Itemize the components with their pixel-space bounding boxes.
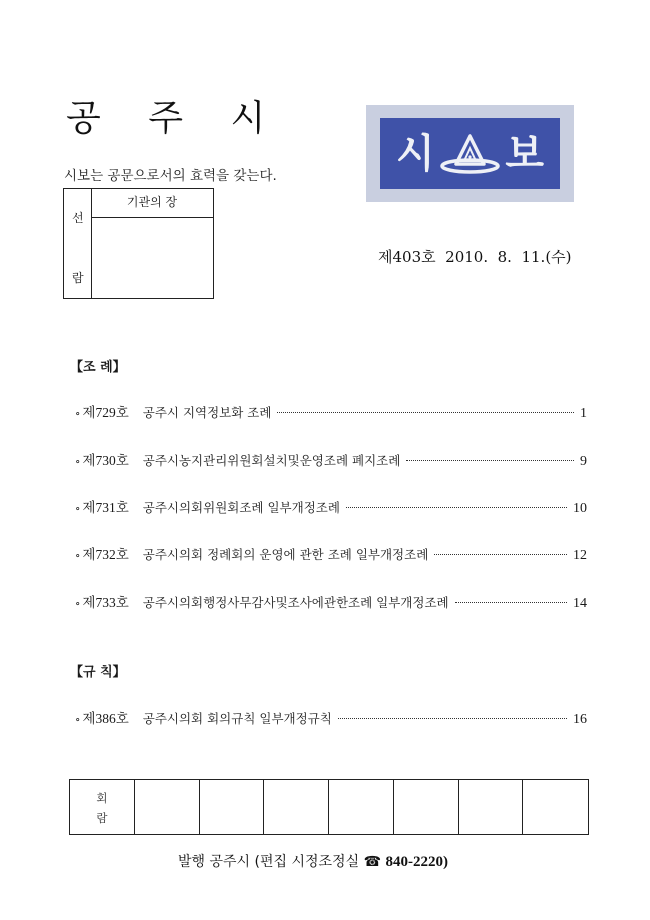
bullet-icon: ∘ — [75, 549, 81, 562]
toc-page: 9 — [580, 454, 587, 469]
toc-item[interactable] — [75, 449, 587, 469]
circulation-table — [69, 779, 589, 835]
logo-char-right: 보 — [505, 130, 544, 177]
toc-title: 공주시의회위원회조례 일부개정조례 — [142, 500, 340, 515]
dot-leader — [346, 507, 567, 508]
circulation-cell — [135, 780, 200, 834]
toc-item[interactable] — [75, 591, 587, 611]
toc-item[interactable] — [75, 543, 587, 563]
bullet-icon: ∘ — [75, 407, 81, 420]
circulation-cell — [459, 780, 524, 834]
section-heading-ordinances: 【조 례】 — [70, 360, 126, 375]
circulation-label-cell — [70, 780, 135, 834]
toc-number: 제731호 — [82, 500, 129, 515]
circulation-cell — [264, 780, 329, 834]
review-head: 기관의 장 — [91, 189, 213, 218]
toc-page: 10 — [573, 501, 587, 516]
dot-leader — [338, 718, 567, 719]
city-title: 공 주 시 — [66, 98, 284, 139]
logo-char-left: 시 — [396, 130, 435, 177]
publisher-footer — [178, 851, 448, 871]
toc-item[interactable] — [75, 401, 587, 421]
bullet-icon: ∘ — [75, 455, 81, 468]
gazette-notice: 시보는 공문으로서의 효력을 갖는다. — [64, 168, 277, 184]
toc-page: 16 — [573, 712, 587, 727]
toc-page: 1 — [580, 406, 587, 421]
bullet-icon: ∘ — [75, 597, 81, 610]
toc-title: 공주시의회 정례회의 운영에 관한 조례 일부개정조례 — [142, 547, 429, 562]
circulation-cell — [523, 780, 588, 834]
toc-page: 12 — [573, 548, 587, 563]
section-heading-rules: 【규 칙】 — [70, 665, 126, 680]
review-side-top: 선 — [72, 211, 84, 225]
review-side-label — [64, 189, 92, 298]
review-box — [63, 188, 214, 299]
toc-title: 공주시의회행정사무감사및조사에관한조례 일부개정조례 — [142, 595, 449, 610]
toc-item[interactable] — [75, 496, 587, 516]
publisher-text: 발행 공주시 (편집 시정조정실 — [178, 854, 364, 870]
logo-panel — [380, 118, 560, 189]
phone-number: 840-2220) — [385, 854, 448, 870]
toc-title: 공주시농지관리위원회설치및운영조례 폐지조례 — [142, 453, 401, 468]
dot-leader — [406, 460, 574, 461]
toc-title: 공주시의회 회의규칙 일부개정규칙 — [142, 711, 332, 726]
gazette-logo — [366, 105, 574, 202]
dot-leader — [455, 602, 567, 603]
circulation-label-top: 회 — [96, 791, 108, 805]
toc-page: 14 — [573, 596, 587, 611]
bullet-icon: ∘ — [75, 713, 81, 726]
dot-leader — [277, 412, 574, 413]
toc-title: 공주시 지역정보화 조례 — [142, 405, 272, 420]
toc-number: 제729호 — [82, 405, 129, 420]
toc-number: 제730호 — [82, 453, 129, 468]
review-side-bottom: 람 — [72, 271, 84, 285]
mountain-emblem-icon — [439, 132, 501, 176]
phone-icon: ☎ — [363, 854, 382, 870]
dot-leader — [434, 554, 567, 555]
toc-item[interactable] — [75, 707, 587, 727]
circulation-cell — [329, 780, 394, 834]
circulation-label-bottom: 람 — [96, 811, 108, 825]
toc-number: 제733호 — [82, 595, 129, 610]
toc-number: 제732호 — [82, 547, 129, 562]
circulation-cell — [200, 780, 265, 834]
issue-number-date: 제403호 2010. 8. 11.(수) — [378, 248, 572, 266]
bullet-icon: ∘ — [75, 502, 81, 515]
circulation-cell — [394, 780, 459, 834]
toc-number: 제386호 — [82, 711, 129, 726]
